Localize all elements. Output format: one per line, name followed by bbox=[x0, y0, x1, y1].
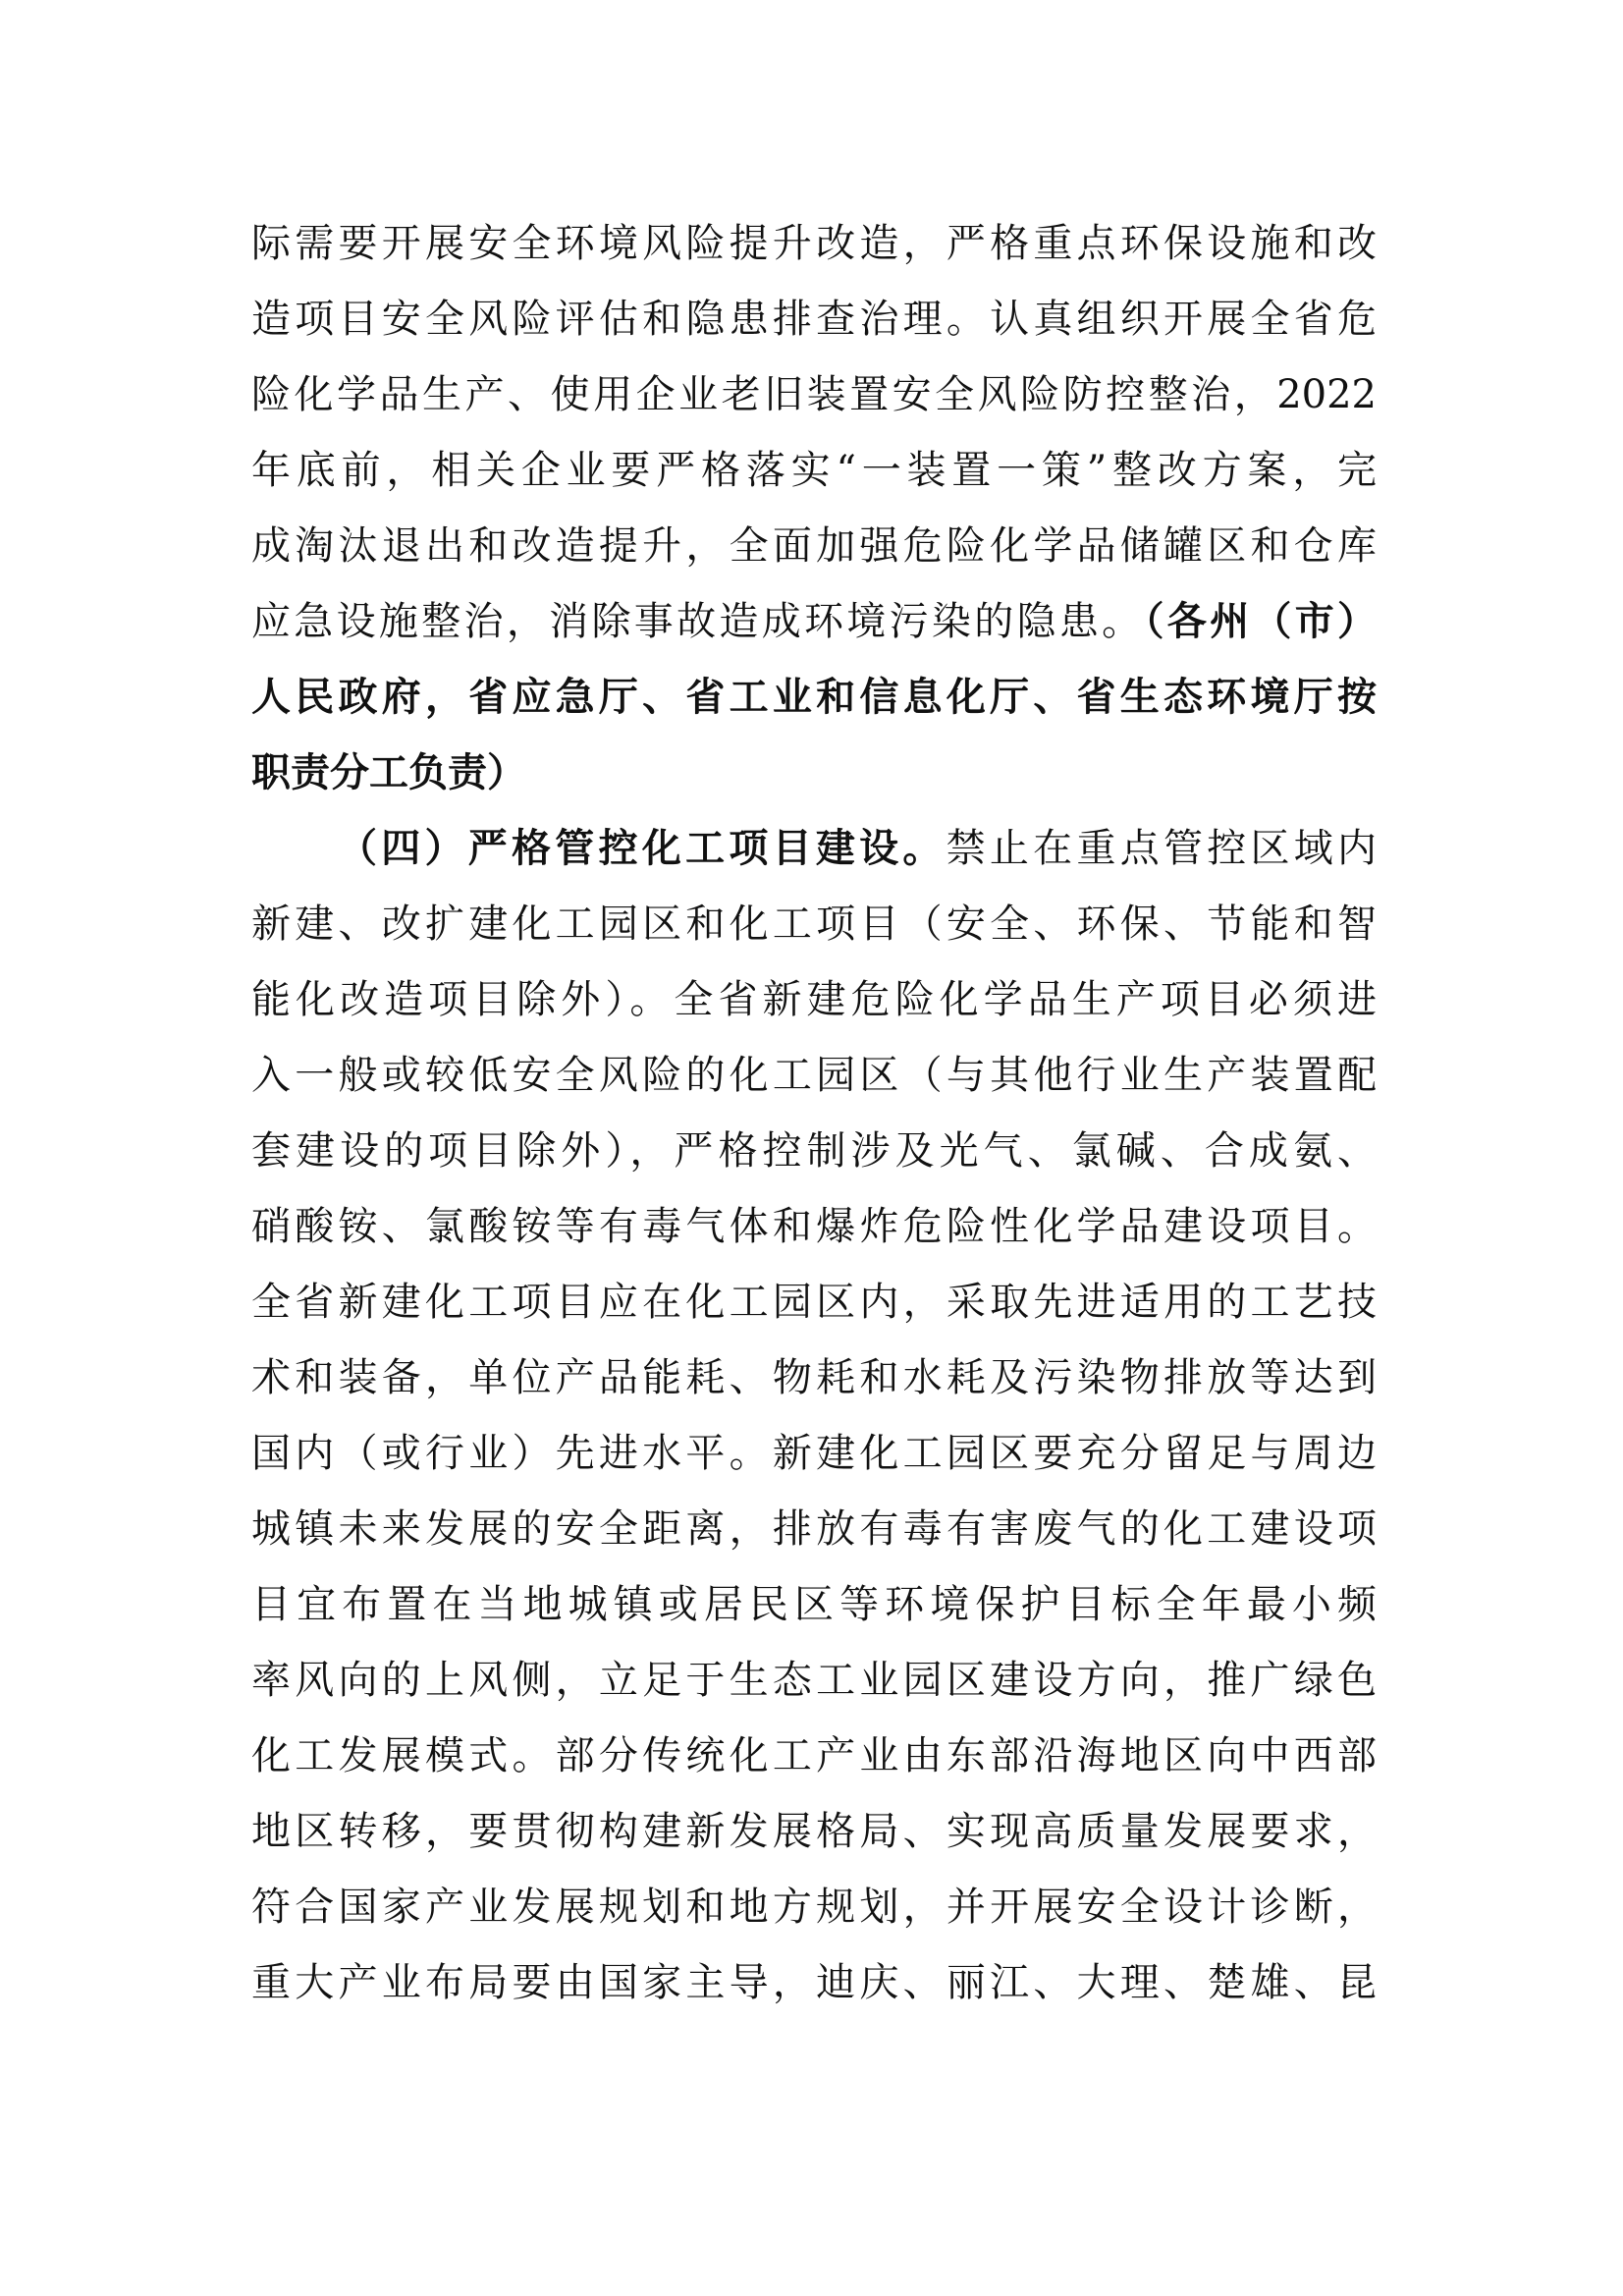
body-text-line: 重大产业布局要由国家主导，迪庆、丽江、大理、楚雄、昆 bbox=[251, 1960, 1377, 2005]
body-text-line: 国内（或行业）先进水平。新建化工园区要充分留足与周边 bbox=[251, 1431, 1377, 1476]
body-text-line bbox=[251, 597, 1377, 646]
body-text-line: 目宜布置在当地城镇或居民区等环境保护目标全年最小频 bbox=[251, 1582, 1377, 1627]
section-heading: （四）严格管控化工项目建设。 bbox=[338, 825, 947, 871]
body-text-line: 化工发展模式。部分传统化工产业由东部沿海地区向中西部 bbox=[251, 1733, 1377, 1778]
body-text-segment: 禁止在重点管控区域内 bbox=[946, 826, 1378, 871]
responsibility-note-line: 人民政府，省应急厅、省工业和信息化厅、省生态环境厅按 bbox=[251, 675, 1377, 720]
body-text-line: 符合国家产业发展规划和地方规划，并开展安全设计诊断， bbox=[251, 1885, 1377, 1930]
body-text-line: 年底前，相关企业要严格落实“一装置一策”整改方案，完 bbox=[251, 448, 1377, 493]
body-text-line: 率风向的上风侧，立足于生态工业园区建设方向，推广绿色 bbox=[251, 1658, 1377, 1703]
body-text-line: 际需要开展安全环境风险提升改造，严格重点环保设施和改 bbox=[251, 221, 1377, 266]
body-text-line: 成淘汰退出和改造提升，全面加强危险化学品储罐区和仓库 bbox=[251, 523, 1377, 569]
body-text-line: 地区转移，要贯彻构建新发展格局、实现高质量发展要求， bbox=[251, 1809, 1377, 1854]
body-text-line: 城镇未来发展的安全距离，排放有毒有害废气的化工建设项 bbox=[251, 1506, 1377, 1552]
body-text-line: 险化学品生产、使用企业老旧装置安全风险防控整治，2022 bbox=[251, 372, 1377, 417]
body-text-line: 全省新建化工项目应在化工园区内，采取先进适用的工艺技 bbox=[251, 1280, 1377, 1325]
body-text-segment: 应急设施整治，消除事故造成环境污染的隐患。 bbox=[251, 599, 1145, 644]
body-text-line: 套建设的项目除外），严格控制涉及光气、氯碱、合成氨、 bbox=[251, 1128, 1377, 1174]
responsibility-note-line: 职责分工负责） bbox=[251, 750, 526, 795]
section-heading-line bbox=[338, 824, 1377, 873]
body-text-line: 硝酸铵、氯酸铵等有毒气体和爆炸危险性化学品建设项目。 bbox=[251, 1204, 1377, 1249]
responsibility-note: （各州（市） bbox=[1144, 599, 1378, 644]
body-text-line: 术和装备，单位产品能耗、物耗和水耗及污染物排放等达到 bbox=[251, 1355, 1377, 1400]
body-text-line: 入一般或较低安全风险的化工园区（与其他行业生产装置配 bbox=[251, 1053, 1377, 1098]
body-text-line: 造项目安全风险评估和隐患排查治理。认真组织开展全省危 bbox=[251, 297, 1377, 342]
body-text-line: 新建、改扩建化工园区和化工项目（安全、环保、节能和智 bbox=[251, 902, 1377, 947]
body-text-line: 能化改造项目除外）。全省新建危险化学品生产项目必须进 bbox=[251, 977, 1377, 1022]
